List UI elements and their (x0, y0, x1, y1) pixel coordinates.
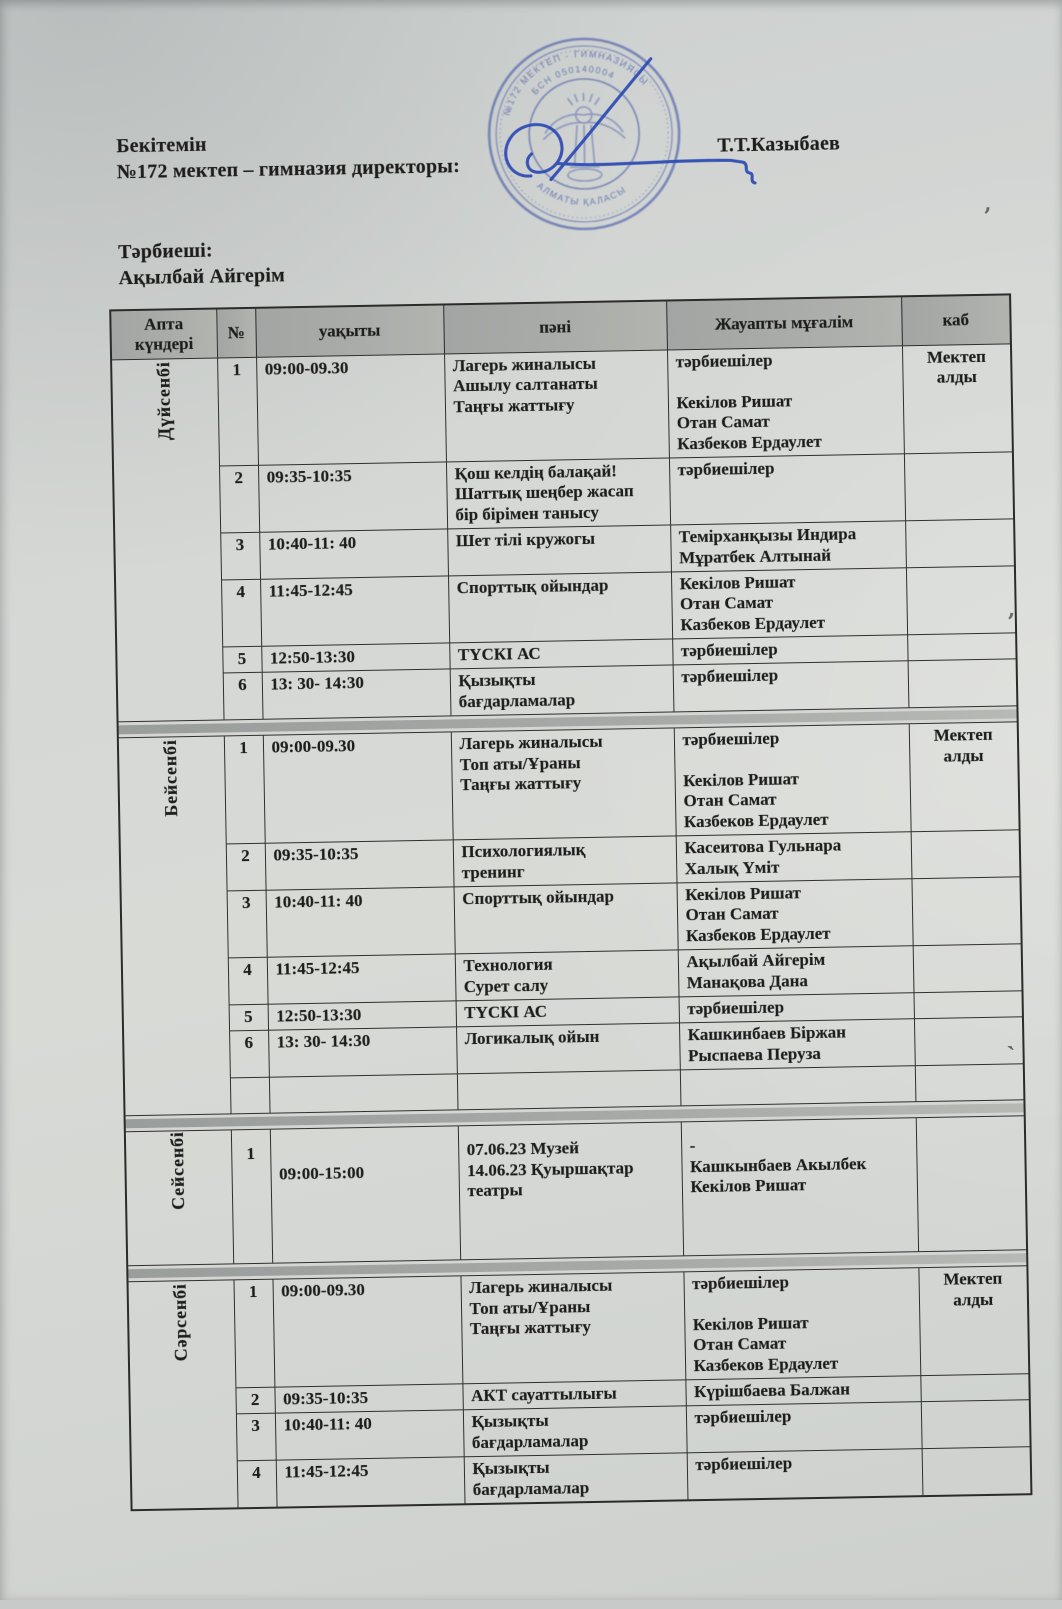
cell-subject: ТҮСКІ АС (456, 997, 679, 1027)
cell-subject: Қызықты бағдарламалар (463, 1406, 687, 1457)
cell-cab (908, 659, 1018, 708)
cell-cab (913, 944, 1023, 993)
column-header-time: уақыты (255, 304, 444, 357)
cell-n: 2 (235, 1387, 274, 1414)
cell-time: 12:50-13:30 (268, 1001, 456, 1031)
cell-cab (922, 1447, 1032, 1496)
day-cell (118, 736, 231, 1116)
cell-subject: Технология Сурет салу (455, 950, 679, 1001)
cell-subject: Психологиялық тренинг (453, 836, 677, 887)
cell-time: 09:00-09.30 (272, 1276, 462, 1387)
cell-cab (921, 1400, 1031, 1449)
cell-cab (915, 1064, 1025, 1102)
cell-n: 4 (237, 1460, 277, 1508)
day-label: Сәрсенбі (170, 1283, 192, 1362)
stamp-arc-text-bottom: АЛМАТЫ ҚАЛАСЫ (535, 180, 629, 208)
cell-subject: Шет тілі кружогы (447, 525, 671, 576)
director-name: Т.Т.Казыбаев (717, 132, 841, 157)
cell-n: 2 (226, 843, 266, 890)
cell-teacher: Темірханқызы Индира Мұратбек Алтынай (670, 521, 906, 572)
schedule-row (111, 344, 1013, 468)
cell-teacher: Кашкинбаев Біржан Рыспаева Перуза (679, 1019, 915, 1070)
cell-time: 11:45-12:45 (267, 954, 456, 1004)
schedule-row (128, 1266, 1030, 1390)
day-cell (111, 358, 223, 722)
column-header-subject: пәні (443, 301, 667, 354)
day-cell (128, 1280, 238, 1510)
day-label: Бейсенбі (160, 739, 182, 818)
cell-n: 3 (227, 890, 267, 958)
cell-subject: Спорттық ойындар (454, 883, 678, 954)
column-header-cab: каб (901, 294, 1011, 345)
cell-time: 13: 30- 14:30 (262, 669, 451, 719)
cell-cab: Мектеп алды (909, 722, 1020, 832)
schedule-row (125, 1116, 1027, 1266)
schedule-row (118, 722, 1020, 846)
cell-time: 09:35-10:35 (258, 462, 447, 533)
cell-subject (457, 1070, 681, 1110)
cell-time: 11:45-12:45 (260, 576, 449, 647)
pen-mark: ˎ (1006, 1021, 1016, 1052)
tutor-name: Ақылбай Айгерім (118, 264, 286, 290)
cell-time: 09:00-15:00 (270, 1126, 460, 1263)
cell-time (269, 1074, 458, 1113)
cell-n: 1 (217, 357, 258, 466)
cell-teacher: тәрбиешілер Кекілов Ришат Отан Самат Казбеков Ердаулет (667, 346, 904, 458)
cell-subject: Лагерь жиналысы Топ аты/Ұраны Таңғы жаттығу (451, 728, 676, 840)
cell-n: 4 (221, 579, 261, 647)
cell-subject: Қош келдің балақай! Шаттық шеңбер жасап бір бірімен танысу (446, 458, 670, 529)
cell-time: 10:40-11: 40 (259, 529, 448, 579)
cell-cab (911, 877, 1021, 946)
cell-time: 13: 30- 14:30 (268, 1027, 457, 1077)
cell-teacher: тәрбиешілер (673, 661, 909, 712)
cell-subject: Логикалық ойын (456, 1023, 680, 1074)
cell-subject: ТҮСКІ АС (449, 639, 672, 669)
cell-teacher: тәрбиешілер Кекілов Ришат Отан Самат Казбеков Ердаулет (683, 1268, 920, 1380)
cell-time: 10:40-11: 40 (266, 887, 455, 958)
cell-time: 11:45-12:45 (276, 1457, 465, 1508)
cell-cab (905, 519, 1015, 568)
cell-subject: 07.06.23 Музей 14.06.23 Қуыршақтар театры (458, 1122, 683, 1260)
cell-subject: Лагерь жиналысы Топ аты/Ұраны Таңғы жаттығу (460, 1272, 685, 1384)
cell-subject: АКТ сауаттылығы (462, 1380, 685, 1410)
column-header-n: № (216, 308, 256, 358)
cell-teacher: - Кашкынбаев Акылбек Кекілов Ришат (681, 1118, 918, 1256)
pen-mark: ’ (983, 203, 992, 230)
cell-teacher: тәрбиешілер (686, 1402, 922, 1453)
pen-mark: ʼ (1006, 609, 1015, 636)
cell-n: 6 (229, 1031, 269, 1078)
cell-time: 10:40-11: 40 (275, 1410, 464, 1460)
cell-teacher: тәрбиешілер (672, 635, 907, 666)
cell-subject: Лагерь жиналысы Ашылу салтанаты Таңғы жаттығу (444, 350, 669, 462)
cell-cab (907, 633, 1016, 661)
cell-subject: Қызықты бағдарламалар (450, 665, 674, 716)
cell-time: 09:35-10:35 (265, 840, 454, 890)
column-header-day: Апта күндері (110, 309, 217, 360)
cell-n: 1 (224, 736, 265, 845)
approval-block (116, 127, 460, 185)
signature (485, 43, 788, 218)
schedule-table (109, 293, 1032, 1511)
cell-cab: Мектеп алды (918, 1266, 1029, 1376)
cell-time: 09:00-09.30 (256, 354, 446, 465)
cell-cab: Мектеп алды (902, 344, 1013, 454)
day-cell (125, 1130, 233, 1266)
cell-n: 5 (222, 646, 261, 673)
stamp-arc-text-inner: БСН 050140004 (529, 63, 617, 97)
cell-n: 1 (231, 1129, 272, 1264)
approval-line2: №172 мектеп – гимназия директоры: (116, 155, 461, 184)
cell-time: 09:35-10:35 (274, 1384, 462, 1414)
cell-teacher: Кекілов Ришат Отан Самат Казбеков Ердаулет (671, 568, 907, 639)
cell-cab (913, 991, 1022, 1019)
cell-n: 5 (229, 1004, 268, 1031)
cell-n: 3 (220, 532, 260, 579)
cell-cab (920, 1374, 1029, 1402)
cell-teacher: тәрбиешілер (687, 1449, 923, 1500)
cell-teacher: тәрбиешілер (679, 993, 914, 1024)
cell-subject: Қызықты бағдарламалар (464, 1453, 688, 1504)
cell-cab (906, 566, 1016, 635)
cell-subject: Спорттық ойындар (448, 572, 672, 643)
cell-teacher: Күрішбаева Балжан (685, 1376, 920, 1407)
stamp-arc-text-outer: №172 МЕКТЕП - ГИМНАЗИЯСЫ (501, 48, 651, 117)
approval-line1: Бекітемін (116, 133, 207, 158)
day-label: Дүйсенбі (153, 361, 175, 441)
cell-cab (904, 452, 1014, 521)
tutor-block (118, 236, 285, 291)
cell-time: 12:50-13:30 (261, 643, 449, 673)
cell-n: 1 (233, 1279, 274, 1388)
day-label: Сейсенбі (167, 1131, 189, 1211)
cell-teacher: Касеитова Гульнара Халық Үміт (676, 832, 912, 883)
cell-n: 2 (219, 465, 259, 533)
cell-n (230, 1077, 270, 1114)
cell-cab (911, 830, 1021, 879)
cell-n: 4 (228, 957, 268, 1004)
cell-teacher: Ақылбай Айгерім Манақова Дана (678, 946, 914, 997)
cell-teacher: тәрбиешілер Кекілов Ришат Отан Самат Казбеков Ердаулет (674, 724, 911, 836)
cell-teacher (680, 1066, 916, 1106)
cell-teacher: тәрбиешілер (669, 454, 905, 525)
tutor-label: Тәрбиеші: (117, 239, 214, 264)
cell-cab (916, 1116, 1027, 1252)
cell-n: 6 (223, 673, 263, 720)
column-header-teacher: Жауапты мұғалім (666, 296, 902, 350)
cell-n: 3 (236, 1414, 276, 1461)
cell-time: 09:00-09.30 (263, 732, 453, 843)
cell-teacher: Кекілов Ришат Отан Самат Казбеков Ердаулет (676, 879, 912, 950)
